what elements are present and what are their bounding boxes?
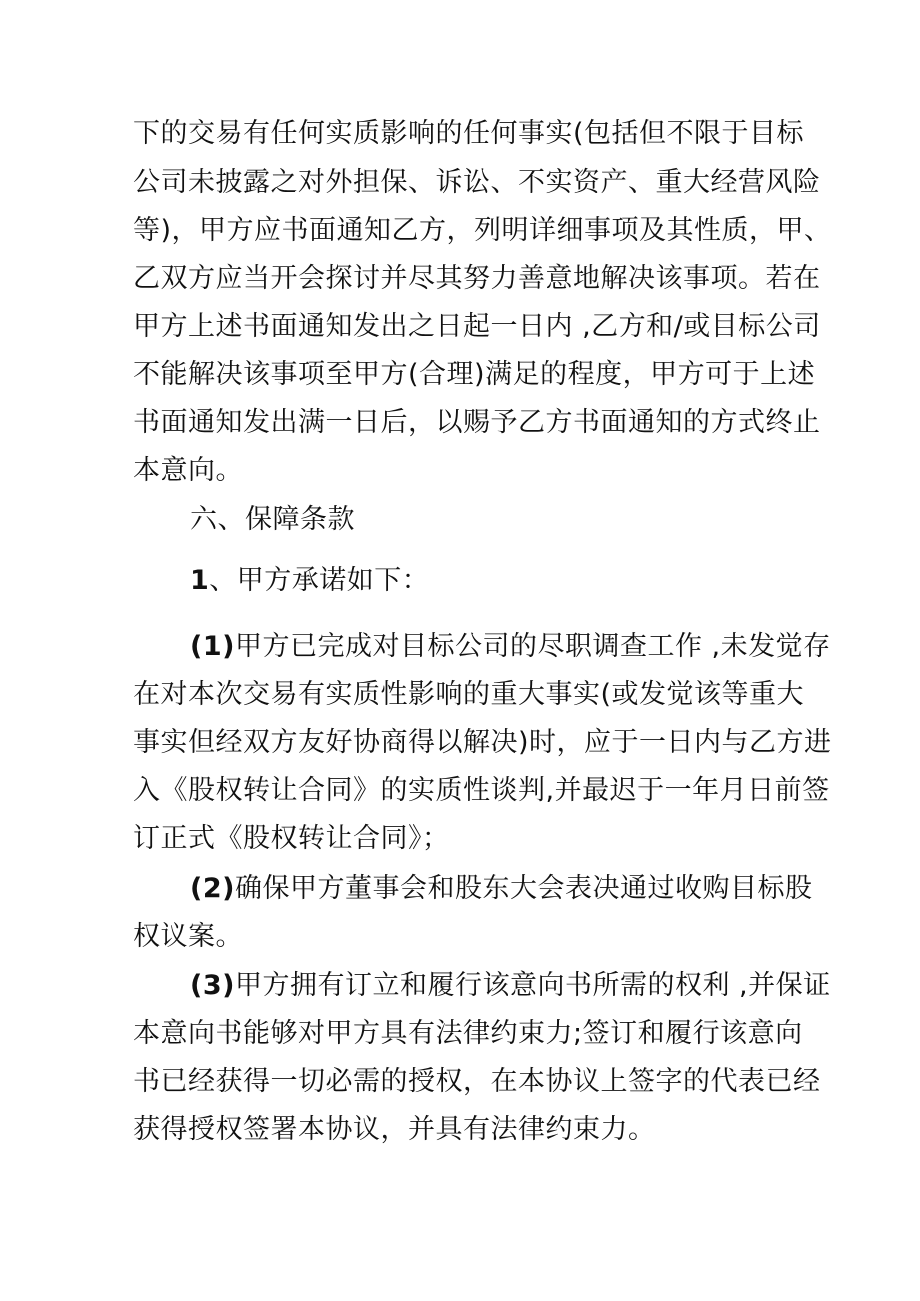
item-text: 确保甲方董事会和股东大会表决通过收购目标股 [234,873,813,904]
item-number: (1) [190,631,235,662]
item-number: (3) [190,970,235,1001]
item-line: 书已经获得一切必需的授权，在本协议上签字的代表已经 [133,1066,821,1097]
clause-heading [190,564,429,598]
item-line: 在对本次交易有实质性影响的重大事实(或发觉该等重大 [133,679,805,710]
clause-text: 、甲方承诺如下： [209,565,430,596]
paragraph-line: 不能解决该事项至甲方(合理)满足的程度，甲方可于上述 [133,359,816,390]
item-text: 甲方拥有订立和履行该意向书所需的权利 ,并保证 [234,970,831,1001]
item-line: 获得授权签署本协议，并具有法律约束力。 [133,1114,656,1145]
item-line: 本意向书能够对甲方具有法律约束力;签订和履行该意向 [133,1018,803,1049]
clause-number: 1 [190,565,210,596]
item-line [190,969,831,1003]
item-line: 入《股权转让合同》的实质性谈判,并最迟于一年月日前签 [133,775,830,806]
item-line: 权议案。 [133,921,243,952]
paragraph-line: 甲方上述书面通知发出之日起一日内 ,乙方和/或目标公司 [133,311,821,342]
item-line [190,630,831,664]
item-text: 甲方已完成对目标公司的尽职调查工作 ,未发觉存 [234,631,831,662]
section-heading: 六、保障条款 [190,504,355,535]
paragraph-line: 等)，甲方应书面通知乙方，列明详细事项及其性质，甲、 [133,215,832,246]
paragraph-line: 本意向。 [133,455,243,486]
paragraph-line: 书面通知发出满一日后，以赐予乙方书面通知的方式终止 [133,407,821,438]
item-line [190,872,812,906]
item-number: (2) [190,873,235,904]
item-line: 事实但经双方友好协商得以解决)时，应于一日内与乙方进 [133,727,832,758]
paragraph-line: 乙双方应当开会探讨并尽其努力善意地解决该事项。若在 [133,263,821,294]
paragraph-line: 公司未披露之对外担保、诉讼、不实资产、重大经营风险 [133,167,821,198]
item-line: 订正式《股权转让合同》； [133,823,450,854]
paragraph-line: 下的交易有任何实质影响的任何事实(包括但不限于目标 [133,118,805,149]
